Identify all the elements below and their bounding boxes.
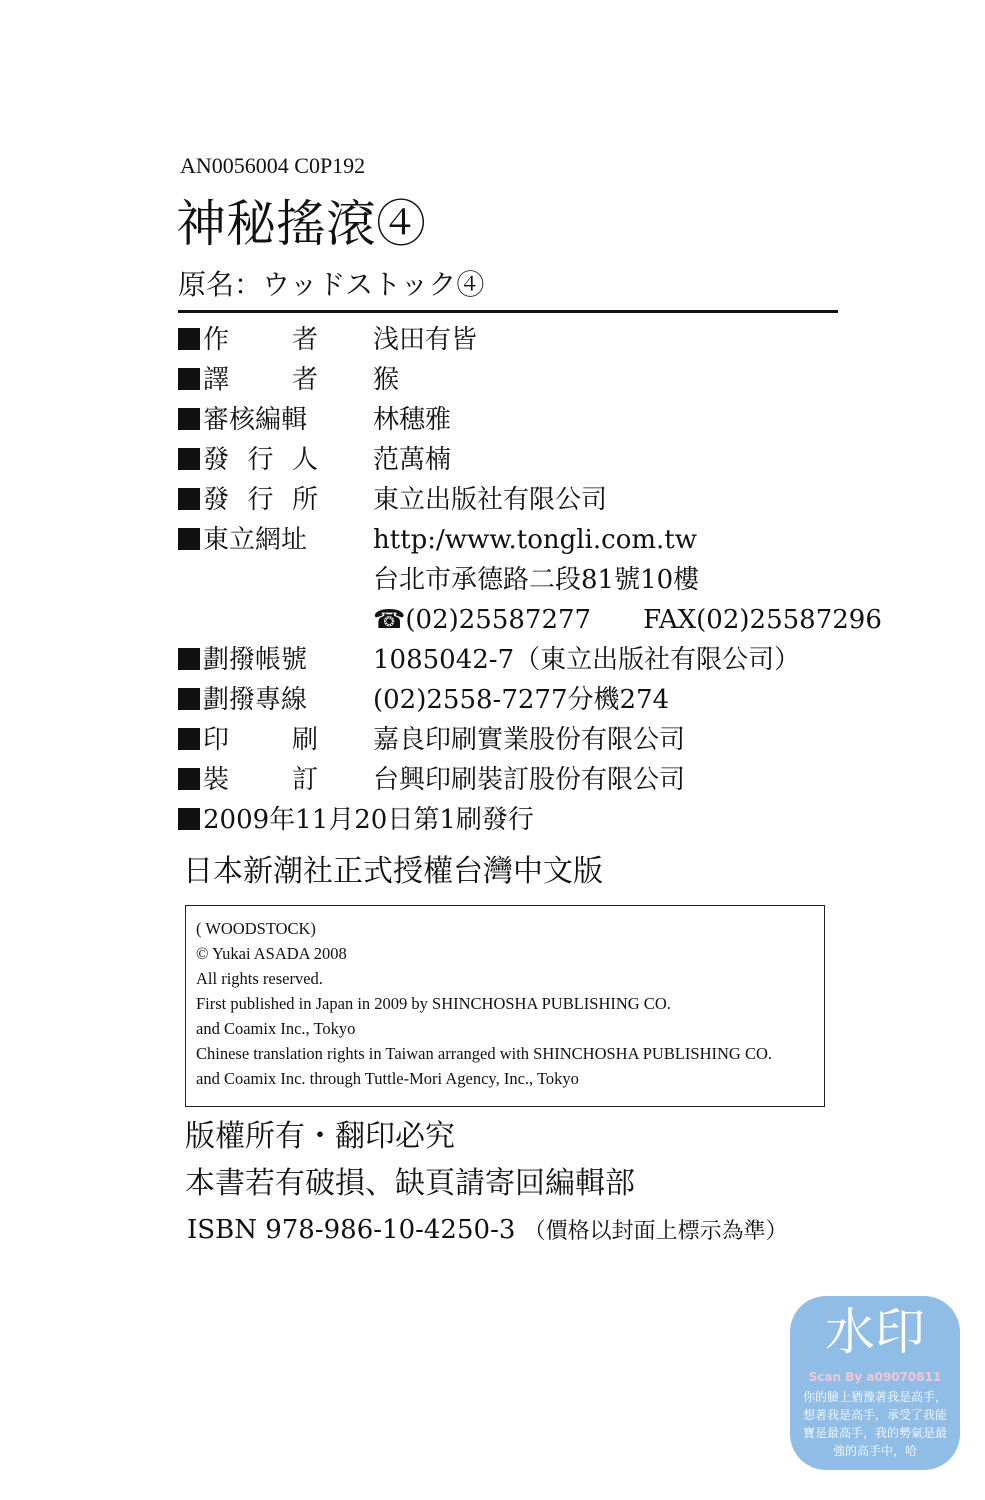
credit-label: [178, 480, 318, 520]
rights-reserved: 版權所有・翻印必究: [185, 1119, 455, 1154]
label-char: 所: [291, 485, 318, 515]
credit-value: http:/www.tongli.com.tw: [373, 525, 697, 555]
bullet-square-icon: [178, 648, 200, 670]
label-first: [178, 680, 307, 720]
label-char: 發: [203, 485, 230, 515]
label-char: 者: [291, 325, 318, 355]
label-char: 譯: [203, 365, 230, 395]
bullet-square-icon: [178, 408, 200, 430]
label-first: [178, 320, 229, 360]
copyright-line: and Coamix Inc. through Tuttle-Mori Agency, Inc., Tokyo: [196, 1069, 579, 1088]
copyright-line: All rights reserved.: [196, 969, 323, 988]
credit-label: [178, 320, 318, 360]
credit-value: 1085042-7（東立出版社有限公司）: [373, 645, 801, 675]
label-char: 劃撥帳號: [203, 645, 308, 675]
watermark-title: 水印: [825, 1303, 925, 1361]
copyright-line: © Yukai ASADA 2008: [196, 944, 347, 963]
watermark-poem: 你的臉上猶豫著我是高手，想著我是高手，承受了我能寶是最高手，我的勢氣是最強的高手中，哈: [802, 1390, 947, 1458]
bullet-square-icon: [178, 328, 200, 350]
bullet-square-icon: [178, 368, 200, 390]
original-title: 原名：ウッドストック④: [178, 268, 485, 301]
credit-label: [178, 520, 318, 560]
label-char: 人: [291, 445, 318, 475]
bullet-square-icon: [178, 728, 200, 750]
copyright-line: and Coamix Inc., Tokyo: [196, 1019, 356, 1038]
label-first: [178, 480, 229, 520]
bullet-square-icon: [178, 768, 200, 790]
isbn: ISBN 978-986-10-4250-3: [187, 1215, 516, 1245]
price-note: （價格以封面上標示為準）: [523, 1219, 788, 1244]
bullet-square-icon: [178, 528, 200, 550]
label-char: 發: [203, 445, 230, 475]
credit-label: [178, 720, 318, 760]
credit-value: 台北市承德路二段81號10樓: [373, 565, 700, 595]
release-date: [178, 800, 534, 840]
scan-watermark: [790, 1296, 960, 1470]
label-first: [178, 360, 229, 400]
copyright-lines: [186, 906, 824, 1091]
label-char: 訂: [291, 765, 318, 795]
credit-value: (02)2558-7277分機274: [373, 685, 670, 715]
label-char: 印: [203, 725, 230, 755]
bullet-square-icon: [178, 488, 200, 510]
bullet-square-icon: [178, 448, 200, 470]
catalog-code: AN0056004 C0P192: [180, 153, 366, 178]
release-text: 2009年11月20日第1刷發行: [203, 805, 534, 835]
label-first: [178, 720, 229, 760]
label-char: 者: [291, 365, 318, 395]
label-char: 行: [247, 445, 274, 475]
copyright-line: ( WOODSTOCK): [196, 919, 316, 938]
copyright-box: [185, 905, 825, 1107]
label-first: [178, 520, 307, 560]
damage-notice: 本書若有破損、缺頁請寄回編輯部: [185, 1166, 635, 1201]
bullet-square-icon: [178, 688, 200, 710]
credit-value: 東立出版社有限公司: [373, 485, 608, 515]
label-char: 東立網址: [203, 525, 308, 555]
label-first: [178, 400, 307, 440]
credit-value: 浅田有皆: [373, 325, 478, 355]
copyright-line: First published in Japan in 2009 by SHINCHOSHA PUBLISHING CO.: [196, 994, 671, 1013]
label-char: 作: [203, 325, 230, 355]
license-statement: 日本新潮社正式授權台灣中文版: [183, 854, 603, 889]
label-first: [178, 760, 229, 800]
credit-label: [178, 440, 318, 480]
credit-label: [178, 760, 318, 800]
watermark-scan: Scan By a09070811: [808, 1370, 942, 1384]
label-char: 行: [247, 485, 274, 515]
credit-value: 猴: [373, 365, 400, 395]
credit-value: ☎(02)25587277 FAX(02)25587296: [373, 605, 882, 635]
credit-value: 范萬楠: [373, 445, 452, 475]
credit-value: 嘉良印刷實業股份有限公司: [373, 725, 686, 755]
label-char: 劃撥專線: [203, 685, 308, 715]
copyright-line: Chinese translation rights in Taiwan arranged with SHINCHOSHA PUBLISHING CO.: [196, 1044, 772, 1063]
isbn-line: [187, 1210, 788, 1252]
label-first: [178, 640, 307, 680]
label-char: 刷: [291, 725, 318, 755]
credit-label: [178, 680, 318, 720]
label-char: 裝: [203, 765, 230, 795]
label-char: 審核編輯: [203, 405, 308, 435]
label-first: [178, 440, 229, 480]
credit-label: [178, 400, 318, 440]
divider: [178, 310, 838, 313]
book-title: 神秘搖滾④: [176, 195, 426, 253]
credit-label: [178, 640, 318, 680]
credit-label: [178, 360, 318, 400]
credit-value: 林穗雅: [373, 405, 452, 435]
credit-value: 台興印刷裝訂股份有限公司: [373, 765, 686, 795]
bullet-square-icon: [178, 808, 200, 830]
